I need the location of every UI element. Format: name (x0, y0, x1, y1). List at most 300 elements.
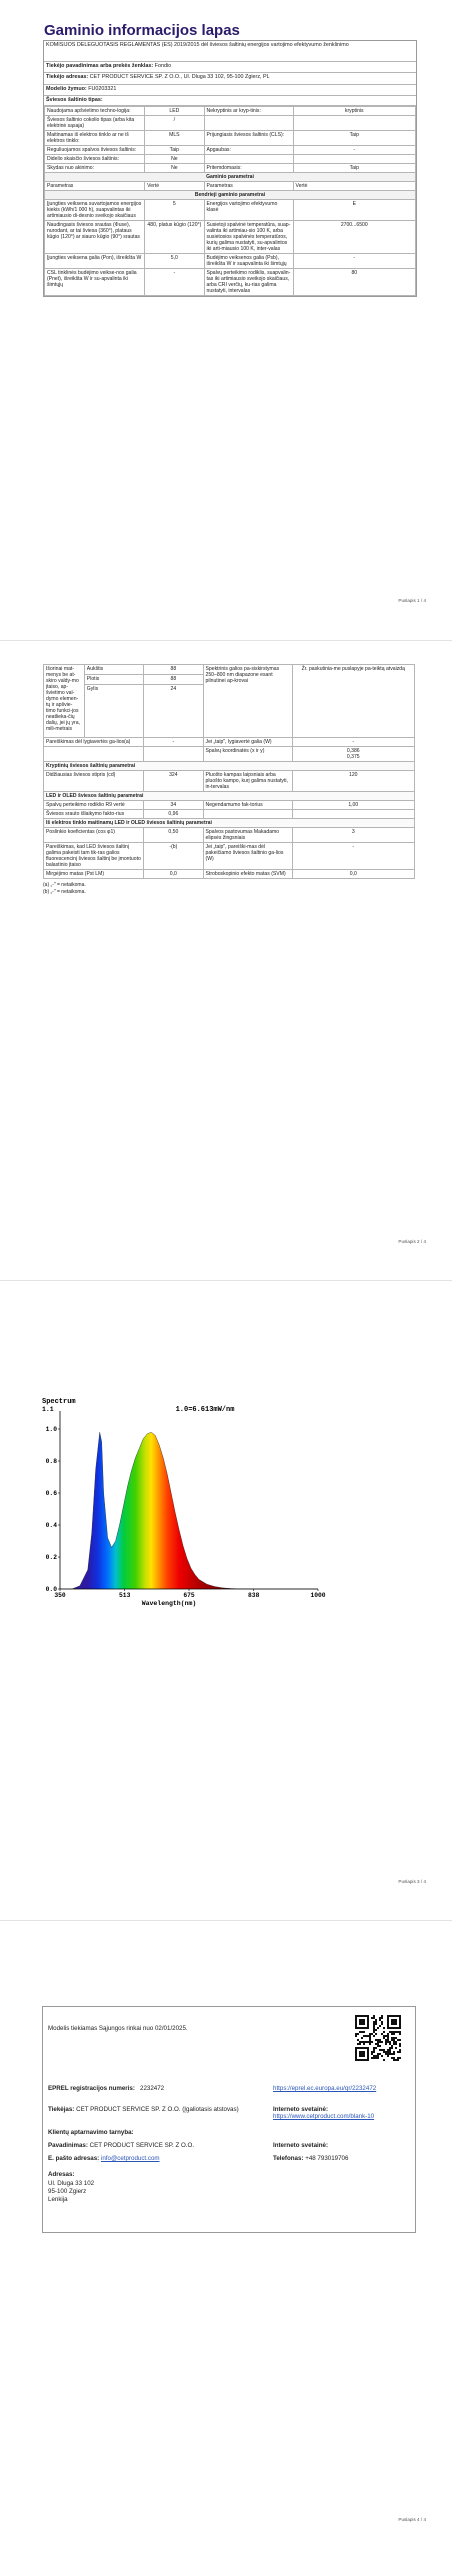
qr-module (359, 2021, 361, 2023)
general-row (45, 221, 416, 254)
qr-module (375, 2033, 377, 2035)
qr-module (371, 2017, 373, 2019)
qr-module (387, 2035, 389, 2037)
qr-module (373, 2057, 375, 2059)
qr-module (355, 2015, 357, 2017)
qr-module (391, 2047, 393, 2049)
page-number-value: 2 (417, 1239, 420, 1244)
footnotes (43, 882, 415, 896)
qr-module (355, 2021, 357, 2023)
qr-module (381, 2017, 383, 2019)
qr-module (393, 2057, 395, 2059)
footnote-b: (b) „-" = netaikoma. (43, 889, 86, 895)
qr-module (379, 2049, 381, 2051)
qr-code-icon[interactable] (355, 2015, 401, 2061)
qr-module (393, 2031, 395, 2033)
qr-module (387, 2037, 389, 2039)
qr-module (383, 2051, 385, 2053)
lumen-maintenance-value: 0,96 (144, 810, 203, 819)
spd-value: Žr. paskutinia-me puslapyje pa-teiktą atvaizdą (292, 665, 414, 738)
qr-module (377, 2053, 379, 2055)
qr-module (399, 2017, 401, 2019)
qr-module (367, 2017, 369, 2019)
x-tick-label: 513 (119, 1592, 131, 1599)
qr-module (399, 2019, 401, 2021)
qr-module (399, 2043, 401, 2045)
qr-module (377, 2055, 379, 2057)
qr-module (395, 2043, 397, 2045)
qr-module (355, 2035, 357, 2037)
eprel-label: EPREL registracijos numeris: (48, 2085, 135, 2092)
chart-title: 1.0=6.613mW/nm (175, 1406, 235, 1414)
qr-module (365, 2027, 367, 2029)
qr-module (381, 2033, 383, 2035)
type-value: MLS (145, 131, 204, 146)
qr-module (355, 2019, 357, 2021)
qr-module (387, 2041, 389, 2043)
qr-module (365, 2059, 367, 2061)
qr-module (391, 2019, 393, 2021)
r9-value: 34 (144, 801, 203, 810)
qr-module (393, 2021, 395, 2023)
qr-module (367, 2025, 369, 2027)
qr-module (399, 2021, 401, 2023)
qr-module (395, 2047, 397, 2049)
y-tick-label: 0.8 (45, 1458, 57, 1466)
page-footer-label: Puslapis (398, 598, 416, 603)
spectrum-chart (40, 1395, 330, 1610)
qr-module (397, 2015, 399, 2017)
qr-module (355, 2049, 357, 2051)
general-row (45, 254, 416, 269)
peak-intensity-value: 324 (144, 771, 203, 792)
qr-module (391, 2053, 393, 2055)
dimensions-row (44, 665, 415, 675)
qr-module (367, 2035, 369, 2037)
qr-module (393, 2041, 395, 2043)
qr-module (375, 2055, 377, 2057)
qr-module (359, 2053, 361, 2055)
email-label: E. pašto adresas: (48, 2155, 100, 2162)
qr-module (391, 2045, 393, 2047)
qr-module (361, 2015, 363, 2017)
qr-module (355, 2033, 357, 2035)
general-header: Bendrieji gaminio parametrai (45, 191, 416, 200)
empty-cell (144, 747, 203, 762)
footnote-a: (a) „-" = netaikoma. (43, 882, 86, 888)
general-label: Spalvų perteikimo rodiklis, suapvalin-tas iki artimiausio sveikojo skaičiaus, arba CRI verčių, ku-rias galima nustatyti, intervalas (204, 269, 293, 296)
y-axis-label: Spectrum (42, 1398, 76, 1406)
qr-module (393, 2043, 395, 2045)
supplier-name-row (44, 62, 416, 73)
col-value: Vertė (145, 182, 204, 191)
qr-module (387, 2051, 389, 2053)
general-row (45, 269, 416, 296)
x-axis-label: Wavelength(nm) (141, 1600, 197, 1607)
qr-module (367, 2015, 369, 2017)
led-header-row (44, 792, 415, 801)
page-footer-marker: / 4 (420, 1239, 426, 1244)
type-value: Ne (145, 164, 204, 173)
qr-module (385, 2039, 387, 2041)
qr-module (399, 2051, 401, 2053)
qr-module (373, 2021, 375, 2023)
equivalent-power-value: - (144, 738, 203, 747)
type-label: Naudojama apšvietimo techno-logija: (45, 107, 145, 116)
svm-value: 0,0 (292, 870, 414, 879)
qr-module (387, 2049, 389, 2051)
qr-module (357, 2059, 359, 2061)
page-footer-label: Puslapis (398, 1239, 416, 1244)
qr-module (361, 2047, 363, 2049)
qr-module (379, 2053, 381, 2055)
qr-module (387, 2055, 389, 2057)
qr-module (361, 2041, 363, 2043)
empty-cell (44, 747, 144, 762)
general-label: CSL tinklinės budėjimo veikse-nos galia (Pnet), išreikšta W ir su-apvalinta iki šimtųjų (45, 269, 145, 296)
dimensions-label: Išorinai mat-menys be at-skiro valdy-mo įtaiso, ap-švietimo val-dymo elemen-tų ir apšvie-timo funkci-jos neatlieka-čių dalių, jei jų yra, mili-metrais (44, 665, 85, 738)
supplier-address-label: Tiekėjo adresas: (46, 74, 89, 80)
qr-module (395, 2037, 397, 2039)
product-params-table-2 (43, 664, 415, 896)
qr-module (383, 2049, 385, 2051)
qr-module (365, 2041, 367, 2043)
qr-module (355, 2027, 357, 2029)
qr-module (367, 2057, 369, 2059)
type-label: Apgaubas: (204, 146, 293, 155)
page-number-value: 3 (417, 1879, 420, 1884)
qr-module (375, 2029, 377, 2031)
qr-module (383, 2027, 385, 2029)
general-label: Budėjimo veiksenos galia (Psb), išreikšta W ir suapvalinta iki šimtųjų (204, 254, 293, 269)
qr-module (387, 2027, 389, 2029)
qr-module (391, 2039, 393, 2041)
qr-module (379, 2045, 381, 2047)
page-number-value: 1 (417, 598, 420, 603)
qr-module (375, 2039, 377, 2041)
qr-module (399, 2039, 401, 2041)
phone-value: +48 793019706 (305, 2155, 349, 2162)
type-row (45, 131, 416, 146)
general-label: Energijos vartojimo efektyvumo klasė (204, 200, 293, 221)
dim-value: 24 (144, 685, 203, 738)
y-tick-label: 1.0 (45, 1426, 57, 1434)
qr-module (365, 2035, 367, 2037)
qr-module (373, 2047, 375, 2049)
type-label: Reguliuojamos spalvos šviesos šaltinis: (45, 146, 145, 155)
qr-module (397, 2039, 399, 2041)
qr-module (387, 2017, 389, 2019)
page-footer-marker: / 4 (420, 2517, 426, 2522)
y-ticks (46, 1426, 60, 1593)
qr-module (373, 2027, 375, 2029)
type-row (45, 164, 416, 173)
qr-module (381, 2023, 383, 2025)
flicker-value: 0,0 (144, 870, 203, 879)
type-label: Didelio skaisčio šviesos šaltinis: (45, 155, 145, 164)
equivalent-power-row (44, 738, 415, 747)
qr-module (355, 2051, 357, 2053)
qr-module (397, 2027, 399, 2029)
qr-module (389, 2049, 391, 2051)
qr-module (399, 2049, 401, 2051)
document-title: Gaminio informacijos lapas (44, 22, 240, 39)
y-tick-label: 0.4 (45, 1522, 57, 1530)
flicker-label: Mirgėjimo matas (Pst LM) (44, 870, 144, 879)
spd-label: Spektrinis galios pa-siskirstymas 250–800 nm diapazone esant pilnutinei ap-krovai (203, 665, 292, 738)
type-value: kryptinis (293, 107, 415, 116)
qr-module (367, 2019, 369, 2021)
equivalent-w-label: Jei „taip", lygiavertė galia (W) (203, 738, 292, 747)
qr-module (397, 2057, 399, 2059)
qr-module (361, 2053, 363, 2055)
qr-module (395, 2015, 397, 2017)
qr-module (391, 2027, 393, 2029)
qr-module (385, 2035, 387, 2037)
qr-module (359, 2051, 361, 2053)
qr-module (377, 2057, 379, 2059)
type-label (204, 116, 293, 131)
page-number (398, 1239, 426, 1244)
qr-module (373, 2031, 375, 2033)
qr-module (359, 2027, 361, 2029)
qr-module (367, 2027, 369, 2029)
qr-module (393, 2039, 395, 2041)
general-label: Naudingasis šviesos srautas (Φuse), nurodant, ar tai šviesa (360°), plataus kūgio (120°) ar siauro kūgio (90°) srautas (45, 221, 145, 254)
qr-module (383, 2035, 385, 2037)
qr-module (399, 2045, 401, 2047)
type-value (293, 155, 415, 164)
qr-module (373, 2049, 375, 2051)
qr-module (355, 2059, 357, 2061)
qr-module (357, 2027, 359, 2029)
qr-module (363, 2027, 365, 2029)
qr-module (391, 2037, 393, 2039)
qr-module (399, 2031, 401, 2033)
displacement-label: Poslinkio koeficientas (cos φ1) (44, 828, 144, 843)
qr-module (393, 2019, 395, 2021)
qr-module (395, 2031, 397, 2033)
supplier-name-label: Tiekėjo pavadinimas arba prekės ženklas: (46, 63, 154, 69)
dim-key: Gylis (84, 685, 143, 738)
qr-module (393, 2015, 395, 2017)
directional-header: Kryptinių šviesos šaltinių parametrai (44, 762, 415, 771)
address-label: Adresas: (48, 2171, 75, 2178)
type-value: Ne (145, 155, 204, 164)
supplier-address-value: CET PRODUCT SERVICE SP. Z O.O., Ul. Dluga 33 102, 95-100 Zgierz, PL (89, 74, 270, 80)
type-row (45, 146, 416, 155)
qr-module (365, 2047, 367, 2049)
qr-module (393, 2027, 395, 2029)
spectrum-svg (40, 1395, 330, 1610)
qr-module (393, 2059, 395, 2061)
website-row (273, 2106, 413, 2121)
col-param: Parametras (204, 182, 293, 191)
qr-module (387, 2025, 389, 2027)
qr-module (373, 2029, 375, 2031)
qr-module (355, 2025, 357, 2027)
website-label: Interneto svetainė: (273, 2106, 329, 2113)
qr-module (387, 2053, 389, 2055)
page-number (398, 598, 426, 603)
qr-module (397, 2051, 399, 2053)
qr-module (357, 2033, 359, 2035)
page-footer-label: Puslapis (398, 1879, 416, 1884)
color-consistency-label: Spalvos pastovumas Makadamo elipsės žingsniais (203, 828, 292, 843)
qr-module (355, 2023, 357, 2025)
dim-value: 88 (144, 665, 203, 675)
type-row (45, 155, 416, 164)
general-value: 80 (293, 269, 415, 296)
qr-module (367, 2055, 369, 2057)
qr-module (363, 2021, 365, 2023)
params-header: Gaminio parametrai (45, 173, 416, 182)
qr-module (377, 2027, 379, 2029)
qr-module (361, 2021, 363, 2023)
qr-module (391, 2015, 393, 2017)
qr-module (387, 2021, 389, 2023)
qr-module (395, 2019, 397, 2021)
qr-module (365, 2015, 367, 2017)
qr-module (355, 2055, 357, 2057)
type-label: Nekryptinis ar kryp-tinis: (204, 107, 293, 116)
light-source-type-table (44, 106, 416, 296)
model-row (44, 85, 416, 96)
color-consistency-value: 3 (292, 828, 414, 843)
email-link[interactable]: info@cetproduct.com (100, 2155, 160, 2162)
replacement-power-label: Jei „taip", pareiški-mas dėl pakeičiamo šviesos šaltinio ga-lios (W) (203, 843, 292, 870)
qr-module (383, 2059, 385, 2061)
contact-header: Klientų aptarnavimo tarnyba: (48, 2129, 134, 2136)
qr-module (385, 2051, 387, 2053)
qr-module (363, 2043, 365, 2045)
page-1 (0, 0, 452, 640)
qr-module (397, 2031, 399, 2033)
product-info-table (43, 40, 417, 297)
general-label: Įjungties veiksena suvartojamos energijos kiekis (kWh/1 000 h), suapvalintas iki artimiausio di-desnio sveikojo skaičiaus (45, 200, 145, 221)
website2-label: Interneto svetainė: (273, 2142, 329, 2149)
qr-module (363, 2053, 365, 2055)
qr-module (359, 2023, 361, 2025)
qr-module (355, 2057, 357, 2059)
qr-module (391, 2057, 393, 2059)
page-2 (0, 641, 452, 1281)
qr-module (379, 2017, 381, 2019)
displacement-row (44, 828, 415, 843)
general-label: Susietoji spalvinė temperatūra, suap-valinta iki artimiau-sio 100 K, arba susietosios spalvinės temperatūros, kurių galima nustatyti, su-apvalintos iki arti-miausio 100 K, inter-valas (204, 221, 293, 254)
qr-module (395, 2041, 397, 2043)
beam-angle-label: Pluošto kampas laipsniais arba pluošto kampo, kurį galima nustatyti, in-tervalas (203, 771, 292, 792)
name-value: CET PRODUCT SERVICE SP. Z O.O. (89, 2142, 195, 2149)
qr-module (377, 2039, 379, 2041)
type-value: / (145, 116, 204, 131)
type-row (45, 107, 416, 116)
general-value: 2700...6500 (293, 221, 415, 254)
qr-module (381, 2041, 383, 2043)
qr-module (359, 2031, 361, 2033)
qr-module (359, 2055, 361, 2057)
qr-module (395, 2059, 397, 2061)
dim-key: Aukštis (84, 665, 143, 675)
qr-module (393, 2037, 395, 2039)
eprel-link[interactable]: https://eprel.ec.europa.eu/qr/2232472 (273, 2085, 377, 2092)
qr-module (363, 2055, 365, 2057)
qr-module (375, 2019, 377, 2021)
qr-module (367, 2023, 369, 2025)
qr-module (393, 2051, 395, 2053)
column-header-row (45, 182, 416, 191)
type-value: - (293, 146, 415, 155)
type-value: LED (145, 107, 204, 116)
y-top-label: 1.1 (42, 1406, 54, 1413)
qr-module (391, 2023, 393, 2025)
qr-module (359, 2041, 361, 2043)
qr-module (361, 2055, 363, 2057)
equivalent-w-value: - (292, 738, 414, 747)
qr-module (369, 2035, 371, 2037)
general-header-row (45, 191, 416, 200)
x-tick-label: 1000 (310, 1592, 326, 1599)
qr-module (355, 2047, 357, 2049)
mains-header: Iš elektros tinklo maitinamų LED ir OLED šviesos šaltinių parametrai (44, 819, 415, 828)
type-label: Skydas nuo akinimo: (45, 164, 145, 173)
qr-module (361, 2031, 363, 2033)
qr-module (369, 2033, 371, 2035)
light-source-type-row (44, 96, 416, 106)
qr-module (359, 2015, 361, 2017)
qr-module (373, 2017, 375, 2019)
qr-module (371, 2033, 373, 2035)
qr-module (377, 2041, 379, 2043)
qr-module (361, 2027, 363, 2029)
qr-module (381, 2015, 383, 2017)
qr-module (397, 2059, 399, 2061)
x-ticks (54, 1589, 325, 1599)
type-label: Prijungiasis šviesos šaltinis (CLS): (204, 131, 293, 146)
qr-module (381, 2055, 383, 2057)
phone-row (273, 2155, 348, 2162)
beam-angle-value: 120 (292, 771, 414, 792)
svm-label: Stroboskopinio efekto matas (SVM) (203, 870, 292, 879)
general-value: 5 (145, 200, 204, 221)
qr-module (389, 2031, 391, 2033)
replacement-value: -(b) (144, 843, 203, 870)
qr-module (363, 2015, 365, 2017)
general-value: E (293, 200, 415, 221)
chromaticity-row (44, 747, 415, 762)
peak-intensity-label: Didžiausias šviesos stipris (cd) (44, 771, 144, 792)
qr-module (359, 2047, 361, 2049)
qr-module (363, 2035, 365, 2037)
general-value: - (145, 269, 204, 296)
qr-module (373, 2025, 375, 2027)
general-row (45, 200, 416, 221)
type-label: Pritemdomasis: (204, 164, 293, 173)
website-link[interactable]: https://www.cetproduct.com/blank-10 (273, 2113, 375, 2121)
qr-module (399, 2057, 401, 2059)
name-row (48, 2142, 194, 2149)
qr-module (363, 2051, 365, 2053)
qr-module (371, 2057, 373, 2059)
general-label: Įjungties veiksena galia (Pon), išreikšta W (45, 254, 145, 269)
qr-module (391, 2031, 393, 2033)
flicker-row (44, 870, 415, 879)
type-value: Taip (293, 164, 415, 173)
qr-module (367, 2049, 369, 2051)
regulation-text: KOMISIJOS DELEGUOTASIS REGLAMENTAS (ES) 2019/2015 dėl šviesos šaltinių energijos vartojimo efektyvumo ženklinimo (46, 42, 349, 48)
qr-module (375, 2021, 377, 2023)
qr-module (371, 2053, 373, 2055)
